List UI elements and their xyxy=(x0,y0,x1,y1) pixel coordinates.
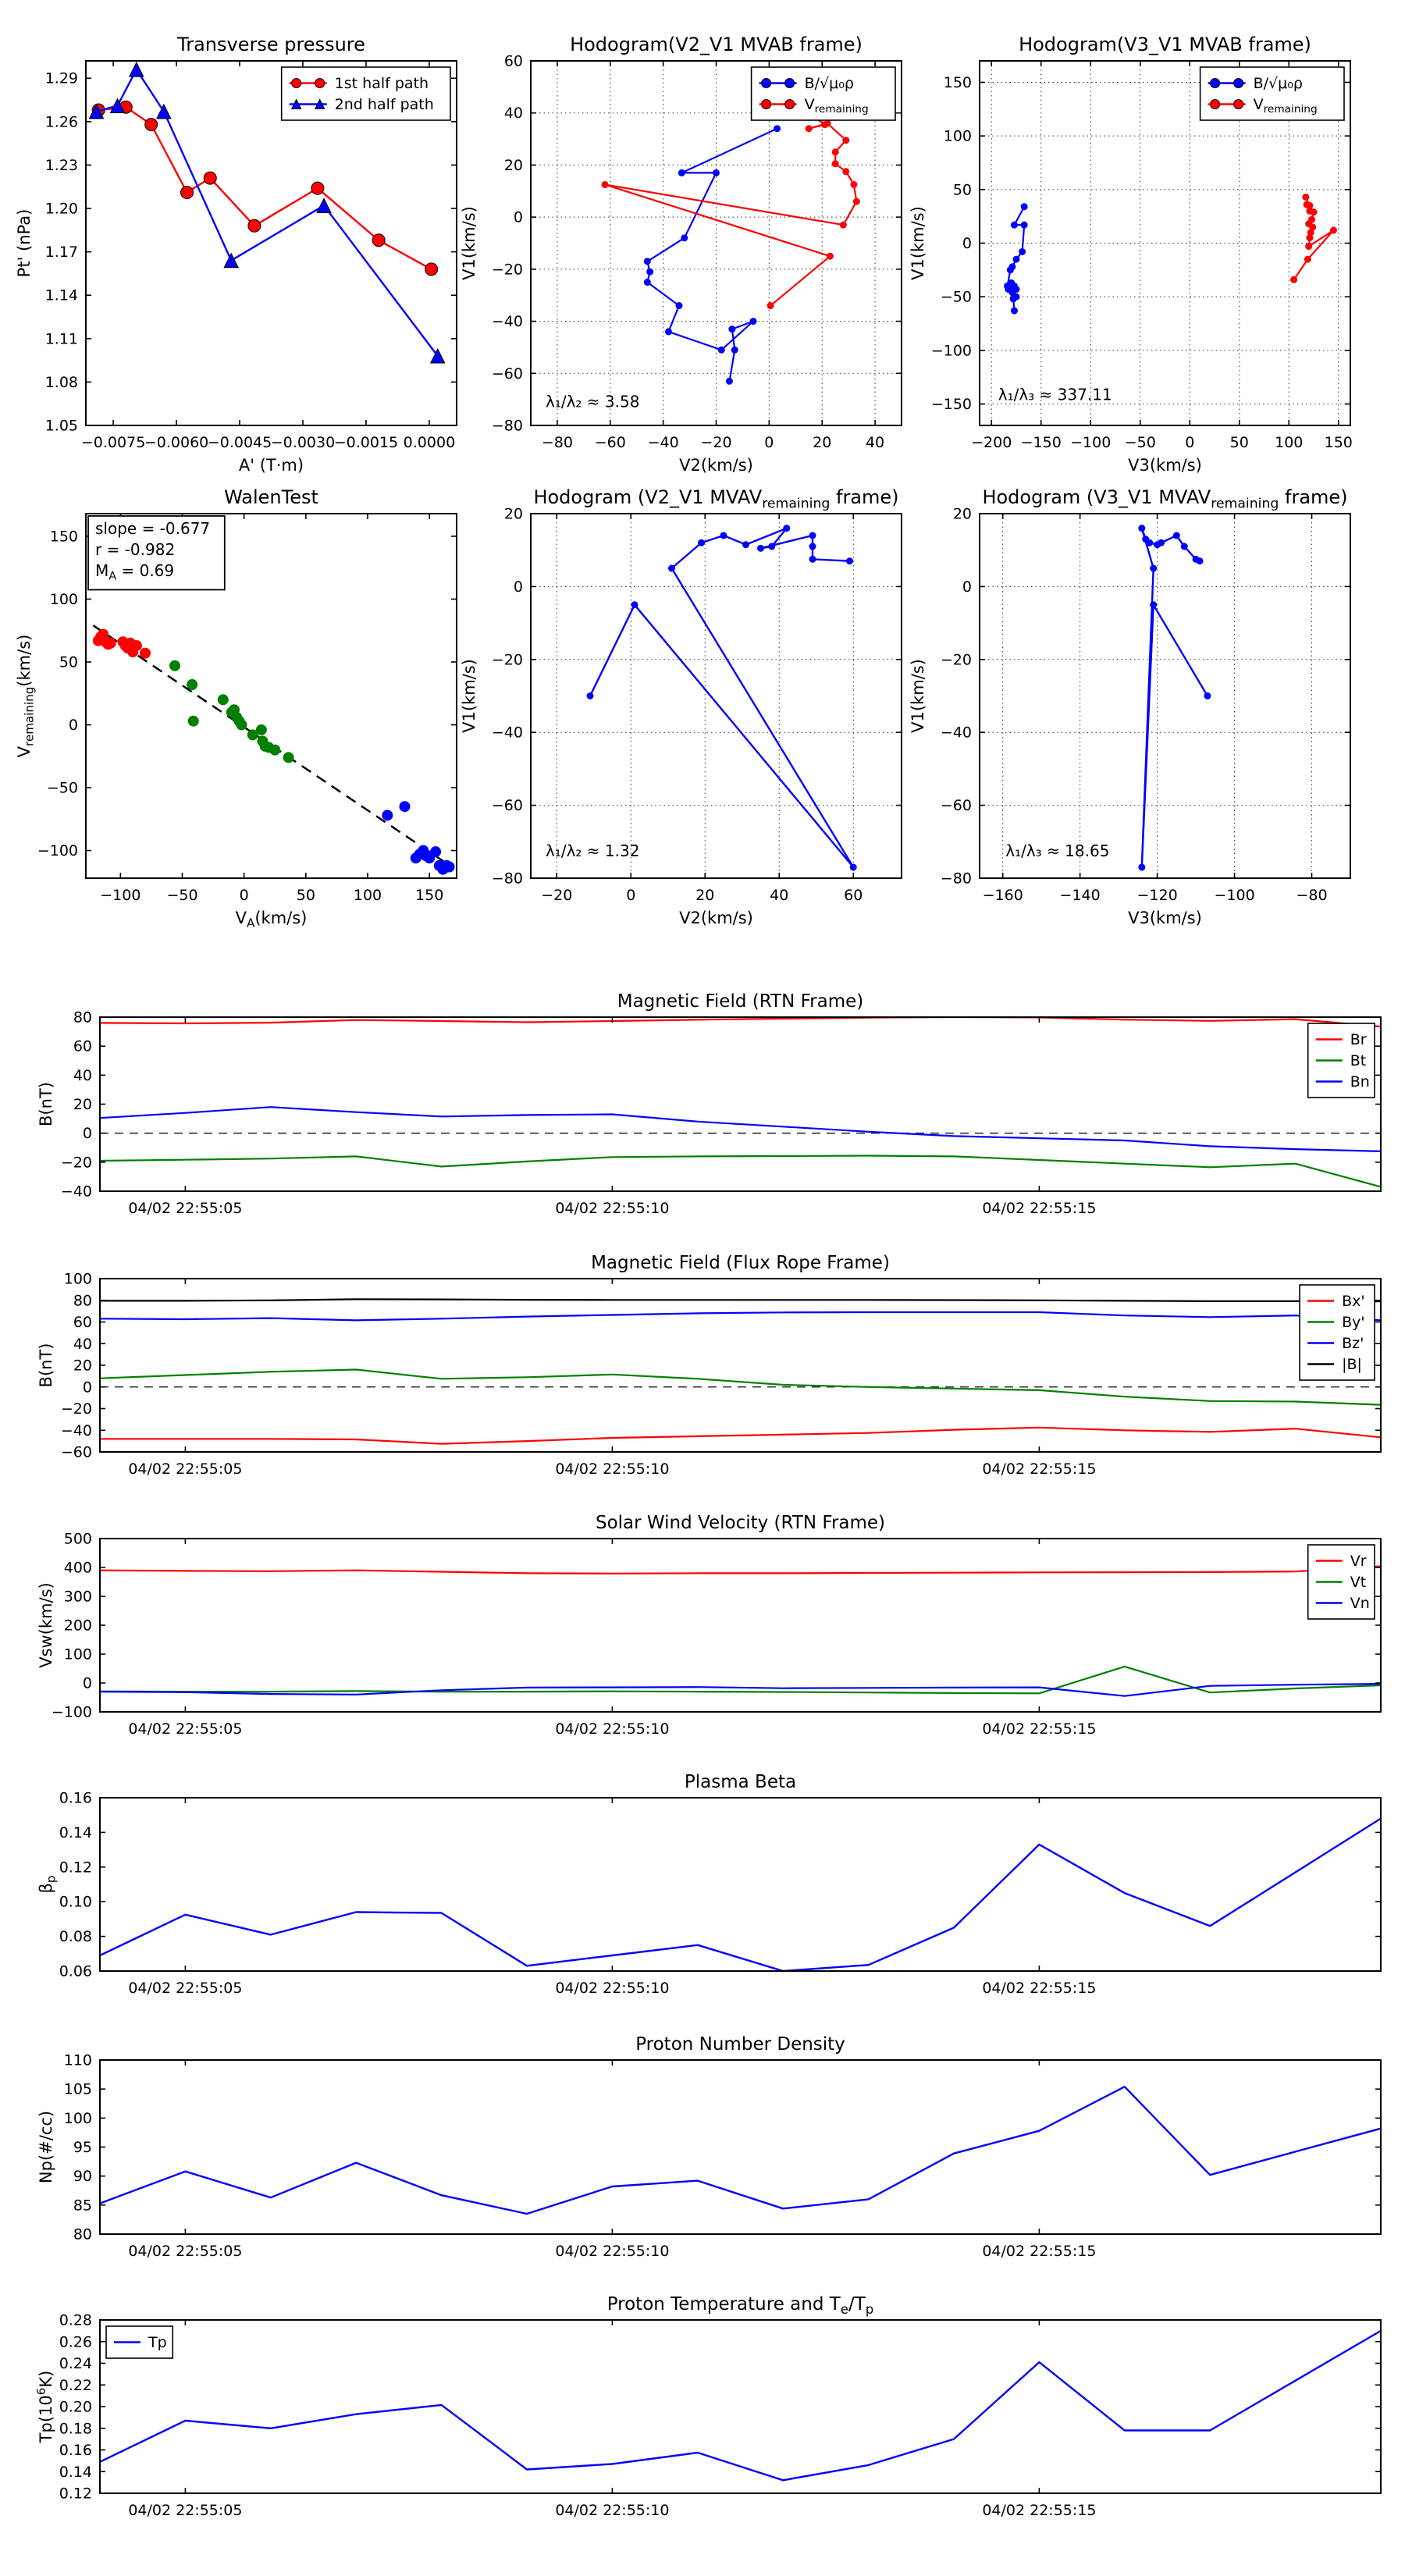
legend xyxy=(1308,1545,1375,1619)
y-axis-label: $\beta_p$ xyxy=(37,1875,59,1894)
y-tick-label: 1.20 xyxy=(44,200,78,218)
chart-title: Hodogram (V3_V1 $MVAV_{remaining}$ frame) xyxy=(982,486,1348,512)
y-tick-label: −100 xyxy=(37,842,78,860)
legend-label: Bz' xyxy=(1342,1335,1364,1352)
y-tick-label: −40 xyxy=(60,1421,92,1439)
y-tick-label: 80 xyxy=(73,1009,92,1026)
chart-title: WalenTest xyxy=(224,486,318,508)
y-tick-label: 0.16 xyxy=(59,1789,92,1807)
y-tick-label: 0.22 xyxy=(59,2376,92,2394)
y-tick-label: 1.08 xyxy=(44,373,78,391)
series-group xyxy=(100,1819,1381,1971)
series-group xyxy=(602,101,860,385)
y-axis-label: V1(km/s) xyxy=(460,659,478,733)
y-axis-label: $Tp(10^6K)$ xyxy=(34,2370,55,2443)
chart-title: Hodogram (V2_V1 $MVAV_{remaining}$ frame) xyxy=(533,486,899,512)
x-tick-label: −0.0060 xyxy=(144,434,209,451)
x-tick-label: 04/02 22:55:10 xyxy=(555,1461,670,1478)
y-tick-label: 40 xyxy=(503,105,523,123)
y-tick-label: −60 xyxy=(940,797,972,815)
x-tick-label: 04/02 22:55:15 xyxy=(982,1720,1097,1738)
x-tick-label: −120 xyxy=(1136,887,1178,904)
y-tick-label: −60 xyxy=(491,365,523,382)
legend xyxy=(1200,67,1344,120)
y-tick-label: 1.26 xyxy=(44,113,78,131)
chart-proton-temperature xyxy=(34,2294,1381,2519)
x-tick-label: 04/02 22:55:15 xyxy=(982,2243,1097,2260)
legend-label: Vr xyxy=(1350,1553,1367,1570)
x-tick-label: −20 xyxy=(541,887,573,904)
chart-title: Hodogram(V3_V1 MVAB frame) xyxy=(1019,34,1311,55)
y-tick-label: 50 xyxy=(952,181,972,199)
x-axis-label: V2(km/s) xyxy=(679,909,753,927)
legend-label: $V_{remaining}$ xyxy=(1253,96,1318,116)
y-tick-label: 0.16 xyxy=(59,2442,92,2459)
y-tick-label: −20 xyxy=(60,1154,92,1172)
legend xyxy=(1300,1285,1375,1380)
y-tick-label: 0 xyxy=(82,1379,92,1397)
x-tick-label: 40 xyxy=(770,887,789,904)
annotation xyxy=(546,841,639,860)
y-tick-label: 20 xyxy=(503,505,523,523)
y-tick-label: 60 xyxy=(73,1037,92,1055)
x-tick-label: 04/02 22:55:10 xyxy=(555,1720,670,1738)
chart-title: Magnetic Field (Flux Rope Frame) xyxy=(591,1253,890,1273)
x-tick-label: 0 xyxy=(626,887,636,904)
x-tick-label: −0.0045 xyxy=(207,434,272,451)
x-tick-label: 100 xyxy=(353,887,382,904)
x-tick-label: −200 xyxy=(971,434,1012,451)
ticks xyxy=(52,1531,1381,1738)
y-tick-label: 20 xyxy=(503,156,523,174)
ticks xyxy=(59,1790,1381,1998)
series-group xyxy=(100,1299,1381,1443)
y-tick-label: 0 xyxy=(82,1674,92,1692)
legend-label: B/√μ₀ρ xyxy=(1253,75,1303,92)
annotation-text: λ₁/λ₂ ≈ 1.32 xyxy=(546,841,640,860)
y-tick-label: −80 xyxy=(491,417,523,435)
y-tick-label: 0 xyxy=(962,235,972,252)
y-tick-label: 150 xyxy=(49,528,78,546)
series-group xyxy=(100,1567,1381,1696)
x-tick-label: 04/02 22:55:05 xyxy=(128,1461,243,1478)
legend-label: Bt xyxy=(1350,1052,1367,1069)
x-tick-label: 40 xyxy=(865,434,885,451)
x-tick-label: 04/02 22:55:05 xyxy=(128,1720,243,1738)
y-tick-label: 0 xyxy=(68,717,78,735)
y-tick-label: 500 xyxy=(63,1530,92,1548)
y-axis-label: V1(km/s) xyxy=(909,659,927,733)
annotation xyxy=(88,516,225,590)
series-group xyxy=(100,1017,1381,1187)
ticks xyxy=(941,506,1350,905)
y-axis-label: Np(#/cc) xyxy=(37,2110,55,2184)
series-group xyxy=(587,525,857,870)
y-tick-label: 100 xyxy=(63,1646,92,1663)
y-tick-label: 1.17 xyxy=(44,244,78,262)
y-tick-label: −40 xyxy=(940,724,972,742)
y-tick-label: 20 xyxy=(73,1357,92,1375)
y-tick-label: 85 xyxy=(73,2197,92,2215)
annotation-line: r = -0.982 xyxy=(95,540,176,559)
annotation-line: slope = -0.677 xyxy=(95,519,211,538)
y-tick-label: 0.24 xyxy=(59,2355,92,2372)
y-tick-label: 0.06 xyxy=(59,1962,92,1980)
y-tick-label: −50 xyxy=(940,288,972,306)
y-tick-label: 0.26 xyxy=(59,2333,92,2351)
y-tick-label: 0.08 xyxy=(59,1928,92,1946)
y-tick-label: 0.28 xyxy=(59,2311,92,2329)
grid xyxy=(531,514,902,878)
y-tick-label: 40 xyxy=(73,1335,92,1353)
x-tick-label: −80 xyxy=(541,434,573,451)
y-tick-label: 0 xyxy=(513,208,523,226)
y-axis-label: Vsw(km/s) xyxy=(37,1582,55,1668)
chart-plasma-beta xyxy=(37,1772,1381,1997)
y-tick-label: 1.23 xyxy=(44,156,78,174)
x-tick-label: −60 xyxy=(594,434,626,451)
legend-label: By' xyxy=(1342,1314,1365,1331)
y-tick-label: 150 xyxy=(943,73,972,91)
y-tick-label: −50 xyxy=(46,779,78,797)
x-axis-label: V3(km/s) xyxy=(1128,456,1202,475)
chart-hodogram-v3v1-mvav xyxy=(909,486,1350,927)
x-tick-label: −50 xyxy=(166,887,198,904)
y-tick-label: −60 xyxy=(491,797,523,815)
chart-solar-wind-velocity xyxy=(37,1513,1381,1738)
annotation xyxy=(546,393,639,411)
x-tick-label: −100 xyxy=(1070,434,1112,451)
y-tick-label: 0.14 xyxy=(59,1823,92,1841)
annotation-text: λ₁/λ₂ ≈ 3.58 xyxy=(546,392,640,411)
x-tick-label: 04/02 22:55:15 xyxy=(982,1980,1097,1997)
y-axis-label: V1(km/s) xyxy=(460,206,478,280)
x-tick-label: 0.0000 xyxy=(403,434,456,451)
y-tick-label: 60 xyxy=(73,1314,92,1331)
y-tick-label: 100 xyxy=(63,2109,92,2127)
chart-hodogram-v3v1-mvab xyxy=(909,34,1353,475)
y-tick-label: 40 xyxy=(73,1066,92,1084)
y-tick-label: 105 xyxy=(63,2080,92,2098)
y-tick-label: 100 xyxy=(49,591,78,609)
chart-hodogram-v2v1-mvab xyxy=(460,34,902,475)
chart-title: Hodogram(V2_V1 MVAB frame) xyxy=(570,34,863,55)
x-tick-label: 50 xyxy=(296,887,315,904)
chart-title: Magnetic Field (RTN Frame) xyxy=(617,991,864,1012)
legend xyxy=(282,67,450,120)
annotation xyxy=(998,385,1112,404)
legend-label: Br xyxy=(1350,1031,1367,1048)
x-tick-label: −0.0075 xyxy=(80,434,146,451)
ticks xyxy=(59,2312,1381,2520)
legend-label: Vt xyxy=(1350,1574,1367,1591)
y-tick-label: 0.18 xyxy=(59,2420,92,2438)
y-tick-label: 0 xyxy=(962,578,972,596)
chart-title: Plasma Beta xyxy=(684,1772,797,1792)
y-tick-label: −60 xyxy=(60,1443,92,1461)
x-tick-label: −140 xyxy=(1059,887,1101,904)
legend-label: |B| xyxy=(1342,1356,1362,1373)
x-tick-label: −0.0030 xyxy=(270,434,336,451)
grid xyxy=(980,514,1350,878)
legend-label: Bn xyxy=(1350,1073,1370,1091)
y-tick-label: −20 xyxy=(491,651,523,669)
y-tick-label: 0.10 xyxy=(59,1893,92,1911)
x-tick-label: 0 xyxy=(239,887,249,904)
chart-title: Transverse pressure xyxy=(177,34,365,55)
y-tick-label: −100 xyxy=(930,342,972,360)
x-tick-label: −50 xyxy=(1124,434,1156,451)
y-tick-label: 0 xyxy=(513,578,523,596)
x-tick-label: −100 xyxy=(100,887,141,904)
x-tick-label: −80 xyxy=(1296,887,1328,904)
y-tick-label: 300 xyxy=(63,1588,92,1606)
y-tick-label: 20 xyxy=(952,505,972,523)
chart-hodogram-v2v1-mvav xyxy=(460,486,902,927)
x-tick-label: 0 xyxy=(764,434,774,451)
y-tick-label: 90 xyxy=(73,2168,92,2186)
series-group xyxy=(100,2331,1381,2480)
y-tick-label: 95 xyxy=(73,2139,92,2156)
annotation-text: λ₁/λ₃ ≈ 18.65 xyxy=(1005,841,1110,860)
legend-label: Vn xyxy=(1350,1595,1370,1612)
x-tick-label: −160 xyxy=(982,887,1023,904)
legend-label: 2nd half path xyxy=(334,96,434,113)
legend-label: B/√μ₀ρ xyxy=(804,75,854,92)
series-group xyxy=(1138,525,1211,870)
y-tick-label: −150 xyxy=(930,396,972,414)
series-group xyxy=(93,625,455,874)
y-tick-label: −40 xyxy=(60,1183,92,1201)
x-tick-label: 150 xyxy=(415,887,444,904)
x-tick-label: 04/02 22:55:10 xyxy=(555,2243,670,2260)
y-tick-label: −40 xyxy=(491,724,523,742)
y-tick-label: 100 xyxy=(63,1270,92,1288)
y-axis-label: $V_{remaining}(km/s)$ xyxy=(15,634,37,758)
x-tick-label: −20 xyxy=(700,434,732,451)
x-tick-label: 04/02 22:55:05 xyxy=(128,2502,243,2519)
y-tick-label: 1.05 xyxy=(44,417,78,435)
x-tick-label: 04/02 22:55:10 xyxy=(555,1980,670,1997)
y-axis-label: B(nT) xyxy=(37,1082,55,1126)
y-tick-label: 1.11 xyxy=(44,330,78,348)
legend xyxy=(752,67,895,120)
y-tick-label: 400 xyxy=(63,1559,92,1577)
ticks xyxy=(64,2052,1381,2261)
y-tick-label: 20 xyxy=(73,1096,92,1113)
x-tick-label: 04/02 22:55:10 xyxy=(555,2502,670,2519)
y-tick-label: 60 xyxy=(503,52,523,70)
x-tick-label: 04/02 22:55:05 xyxy=(128,1200,243,1217)
annotation-line: $M_A = 0.69$ xyxy=(95,561,175,583)
legend-label: $V_{remaining}$ xyxy=(804,96,869,116)
y-tick-label: 200 xyxy=(63,1617,92,1635)
y-tick-label: −100 xyxy=(51,1703,92,1721)
chart-title: Proton Number Density xyxy=(635,2034,845,2055)
x-tick-label: 100 xyxy=(1275,434,1304,451)
y-tick-label: 1.14 xyxy=(44,286,78,304)
y-axis-label: Pt' (nPa) xyxy=(15,208,34,278)
x-axis-label: V3(km/s) xyxy=(1128,909,1202,927)
y-tick-label: 100 xyxy=(943,127,972,145)
x-axis-label: A' (T·m) xyxy=(238,456,304,475)
y-tick-label: 0.14 xyxy=(59,2463,92,2481)
series-group xyxy=(100,2087,1381,2214)
x-tick-label: −100 xyxy=(1214,887,1255,904)
x-tick-label: 0 xyxy=(1185,434,1195,451)
x-tick-label: 04/02 22:55:05 xyxy=(128,2243,243,2260)
chart-title: Proton Temperature and $T_e/T_p$ xyxy=(606,2294,874,2318)
ticks xyxy=(61,1009,1381,1218)
y-tick-label: 1.29 xyxy=(44,69,78,87)
y-tick-label: 80 xyxy=(73,2226,92,2243)
y-tick-label: −40 xyxy=(491,313,523,331)
x-tick-label: 20 xyxy=(813,434,832,451)
legend-label: 1st half path xyxy=(334,75,429,92)
legend xyxy=(106,2326,173,2358)
y-tick-label: 110 xyxy=(63,2051,92,2069)
legend-label: Tp xyxy=(148,2334,167,2351)
chart-magnetic-field-flux-rope xyxy=(37,1253,1381,1478)
y-tick-label: −80 xyxy=(940,870,972,888)
x-tick-label: 50 xyxy=(1229,434,1249,451)
y-tick-label: −20 xyxy=(940,651,972,669)
legend-label: Bx' xyxy=(1342,1293,1365,1310)
x-tick-label: 20 xyxy=(695,887,715,904)
y-axis-label: V1(km/s) xyxy=(909,206,927,280)
x-axis-label: $V_A(km/s)$ xyxy=(235,909,308,930)
x-tick-label: −150 xyxy=(1020,434,1062,451)
y-tick-label: 80 xyxy=(73,1292,92,1310)
y-tick-label: −20 xyxy=(60,1400,92,1418)
chart-walen-test xyxy=(15,486,457,930)
y-tick-label: 0.12 xyxy=(59,2485,92,2503)
x-axis-label: V2(km/s) xyxy=(679,456,753,475)
y-tick-label: 50 xyxy=(59,653,78,671)
annotation-text: λ₁/λ₃ ≈ 337.11 xyxy=(998,385,1112,404)
x-tick-label: 04/02 22:55:15 xyxy=(982,1461,1097,1478)
chart-title: Solar Wind Velocity (RTN Frame) xyxy=(595,1513,886,1533)
x-tick-label: 60 xyxy=(844,887,863,904)
x-tick-label: 04/02 22:55:15 xyxy=(982,1200,1097,1217)
legend xyxy=(1308,1023,1375,1098)
annotation xyxy=(1005,841,1109,860)
series-group xyxy=(1004,194,1337,315)
y-tick-label: −80 xyxy=(491,870,523,888)
y-tick-label: 0 xyxy=(82,1125,92,1143)
chart-magnetic-field-rtn xyxy=(37,991,1381,1217)
x-tick-label: −40 xyxy=(647,434,679,451)
y-tick-label: 0.20 xyxy=(59,2398,92,2416)
y-tick-label: −20 xyxy=(491,261,523,279)
chart-transverse-pressure xyxy=(15,34,457,475)
x-tick-label: −0.0015 xyxy=(333,434,399,451)
x-tick-label: 04/02 22:55:15 xyxy=(982,2502,1097,2519)
y-axis-label: B(nT) xyxy=(37,1343,55,1388)
chart-proton-number-density xyxy=(37,2034,1381,2260)
x-tick-label: 150 xyxy=(1324,434,1353,451)
x-tick-label: 04/02 22:55:05 xyxy=(128,1980,243,1997)
x-tick-label: 04/02 22:55:10 xyxy=(555,1200,670,1217)
y-tick-label: 0.12 xyxy=(59,1859,92,1877)
